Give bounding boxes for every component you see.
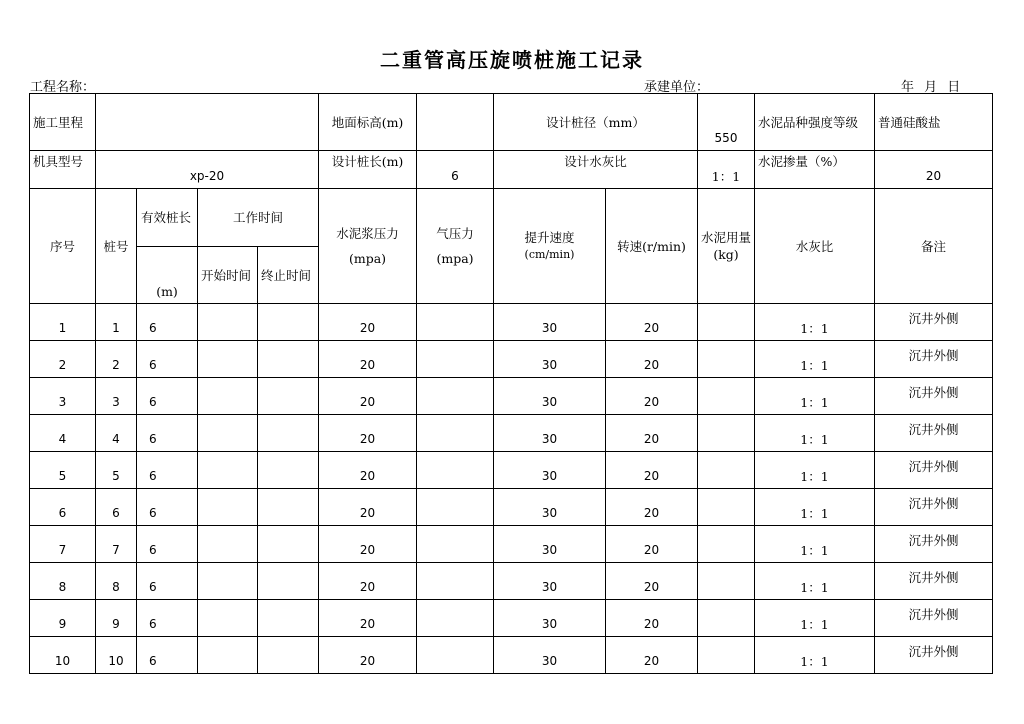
header-effective-length-unit: (m) — [137, 247, 198, 304]
cell-pile-no: 4 — [96, 415, 137, 452]
header-work-time: 工作时间 — [198, 189, 319, 247]
cell-air-pressure — [417, 341, 494, 378]
cell-remark: 沉井外侧 — [875, 600, 993, 637]
cell-wc-ratio: 1：1 — [755, 526, 875, 563]
table-row — [30, 489, 993, 526]
cell-wc-ratio: 1：1 — [755, 304, 875, 341]
cell-end-time — [258, 452, 319, 489]
cell-lift-speed: 30 — [494, 563, 606, 600]
cell-start-time — [198, 637, 258, 674]
cell-rotation: 20 — [606, 489, 698, 526]
cell-end-time — [258, 637, 319, 674]
cell-slurry-pressure: 20 — [319, 526, 417, 563]
cell-air-pressure — [417, 378, 494, 415]
cell-air-pressure — [417, 415, 494, 452]
cell-slurry-pressure: 20 — [319, 304, 417, 341]
cell-start-time — [198, 452, 258, 489]
cell-seq: 6 — [30, 489, 96, 526]
cell-rotation: 20 — [606, 304, 698, 341]
cell-pile-no: 10 — [96, 637, 137, 674]
table-row — [30, 526, 993, 563]
cell-rotation: 20 — [606, 415, 698, 452]
cell-remark: 沉井外侧 — [875, 341, 993, 378]
cell-air-pressure — [417, 489, 494, 526]
cell-seq: 4 — [30, 415, 96, 452]
ground-elev-value — [417, 94, 494, 151]
cell-lift-speed: 30 — [494, 489, 606, 526]
cell-eff-length: 6 — [137, 526, 198, 563]
cell-seq: 8 — [30, 563, 96, 600]
cell-end-time — [258, 378, 319, 415]
table-row — [30, 341, 993, 378]
cell-pile-no: 2 — [96, 341, 137, 378]
cell-start-time — [198, 489, 258, 526]
cell-wc-ratio: 1：1 — [755, 415, 875, 452]
cell-slurry-pressure: 20 — [319, 489, 417, 526]
header-wc-ratio: 水灰比 — [755, 189, 875, 304]
cell-wc-ratio: 1：1 — [755, 378, 875, 415]
cell-remark: 沉井外侧 — [875, 526, 993, 563]
table-row — [30, 378, 993, 415]
cell-pile-no: 1 — [96, 304, 137, 341]
cell-end-time — [258, 489, 319, 526]
air-pressure-unit: (mpa) — [436, 251, 474, 266]
design-dia-value: 550 — [698, 94, 755, 151]
cell-end-time — [258, 415, 319, 452]
cell-wc-ratio: 1：1 — [755, 637, 875, 674]
design-len-label: 设计桩长(m) — [319, 151, 417, 189]
cell-end-time — [258, 304, 319, 341]
cell-eff-length: 6 — [137, 489, 198, 526]
cell-eff-length: 6 — [137, 563, 198, 600]
cell-seq: 7 — [30, 526, 96, 563]
cell-slurry-pressure: 20 — [319, 378, 417, 415]
cell-rotation: 20 — [606, 341, 698, 378]
cell-seq: 9 — [30, 600, 96, 637]
cell-rotation: 20 — [606, 378, 698, 415]
construction-record-table — [29, 93, 993, 674]
cell-pile-no: 5 — [96, 452, 137, 489]
table-row — [30, 563, 993, 600]
cell-lift-speed: 30 — [494, 526, 606, 563]
cell-start-time — [198, 378, 258, 415]
design-dia-label: 设计桩径（mm） — [494, 94, 698, 151]
cell-wc-ratio: 1：1 — [755, 341, 875, 378]
cell-air-pressure — [417, 600, 494, 637]
cell-air-pressure — [417, 304, 494, 341]
cell-start-time — [198, 415, 258, 452]
ground-elev-label: 地面标高(m) — [319, 94, 417, 151]
page-title: 二重管高压旋喷桩施工记录 — [380, 48, 644, 72]
cell-pile-no: 6 — [96, 489, 137, 526]
cell-eff-length: 6 — [137, 452, 198, 489]
air-pressure-label: 气压力 — [436, 226, 474, 241]
cell-wc-ratio: 1：1 — [755, 600, 875, 637]
header-cement-amount: 水泥用量(kg) — [698, 189, 755, 304]
cell-cement-amount — [698, 378, 755, 415]
cell-rotation: 20 — [606, 637, 698, 674]
cell-eff-length: 6 — [137, 341, 198, 378]
cell-end-time — [258, 563, 319, 600]
cell-pile-no: 8 — [96, 563, 137, 600]
header-air-pressure — [417, 189, 494, 304]
cell-lift-speed: 30 — [494, 452, 606, 489]
cell-rotation: 20 — [606, 526, 698, 563]
design-wc-label: 设计水灰比 — [494, 151, 698, 189]
cell-remark: 沉井外侧 — [875, 304, 993, 341]
cell-pile-no: 7 — [96, 526, 137, 563]
cell-start-time — [198, 304, 258, 341]
cell-rotation: 20 — [606, 452, 698, 489]
cell-cement-amount — [698, 452, 755, 489]
cell-eff-length: 6 — [137, 415, 198, 452]
cell-lift-speed: 30 — [494, 415, 606, 452]
table-row — [30, 415, 993, 452]
cell-cement-amount — [698, 304, 755, 341]
cell-remark: 沉井外侧 — [875, 637, 993, 674]
cell-pile-no: 9 — [96, 600, 137, 637]
header-remark: 备注 — [875, 189, 993, 304]
cell-lift-speed: 30 — [494, 378, 606, 415]
cell-eff-length: 6 — [137, 637, 198, 674]
table-row — [30, 304, 993, 341]
cell-slurry-pressure: 20 — [319, 563, 417, 600]
cell-air-pressure — [417, 526, 494, 563]
design-len-value: 6 — [417, 151, 494, 189]
cell-remark: 沉井外侧 — [875, 563, 993, 600]
cell-cement-amount — [698, 341, 755, 378]
table-row — [30, 452, 993, 489]
cement-grade-value: 普通硅酸盐 — [875, 94, 993, 151]
header-pile-no: 桩号 — [96, 189, 137, 304]
mileage-label: 施工里程 — [30, 94, 96, 151]
header-slurry-pressure — [319, 189, 417, 304]
cell-remark: 沉井外侧 — [875, 452, 993, 489]
cell-air-pressure — [417, 452, 494, 489]
cell-seq: 1 — [30, 304, 96, 341]
cell-pile-no: 3 — [96, 378, 137, 415]
mileage-value — [96, 94, 319, 151]
cell-eff-length: 6 — [137, 304, 198, 341]
header-rotation: 转速(r/min) — [606, 189, 698, 304]
cement-grade-label: 水泥品种强度等级 — [755, 94, 875, 151]
cell-lift-speed: 30 — [494, 304, 606, 341]
cell-seq: 2 — [30, 341, 96, 378]
cell-start-time — [198, 600, 258, 637]
project-name-label: 工程名称： — [30, 80, 96, 95]
cell-lift-speed: 30 — [494, 341, 606, 378]
cell-seq: 5 — [30, 452, 96, 489]
slurry-pressure-unit: (mpa) — [348, 251, 387, 266]
cell-rotation: 20 — [606, 563, 698, 600]
cell-rotation: 20 — [606, 600, 698, 637]
machine-value: xp-20 — [96, 151, 319, 189]
cell-end-time — [258, 600, 319, 637]
header-effective-length: 有效桩长 — [137, 189, 198, 247]
cell-cement-amount — [698, 637, 755, 674]
cell-cement-amount — [698, 526, 755, 563]
cell-start-time — [198, 563, 258, 600]
cement-dosage-label: 水泥掺量（%） — [755, 151, 875, 189]
cell-seq: 3 — [30, 378, 96, 415]
header-end-time: 终止时间 — [258, 247, 319, 304]
cell-seq: 10 — [30, 637, 96, 674]
cell-end-time — [258, 526, 319, 563]
cell-slurry-pressure: 20 — [319, 452, 417, 489]
cell-wc-ratio: 1：1 — [755, 452, 875, 489]
cell-remark: 沉井外侧 — [875, 489, 993, 526]
cell-cement-amount — [698, 600, 755, 637]
cell-cement-amount — [698, 489, 755, 526]
header-lift-speed — [494, 189, 606, 304]
cell-remark: 沉井外侧 — [875, 378, 993, 415]
cement-dosage-value: 20 — [875, 151, 993, 189]
slurry-pressure-label: 水泥浆压力 — [336, 226, 399, 241]
contractor-label: 承建单位： — [644, 80, 710, 95]
lift-speed-label: 提升速度 — [524, 230, 575, 245]
lift-speed-unit: (cm/min) — [524, 248, 575, 261]
header-seq: 序号 — [30, 189, 96, 304]
cell-lift-speed: 30 — [494, 637, 606, 674]
table-row — [30, 600, 993, 637]
header-start-time: 开始时间 — [198, 247, 258, 304]
cell-slurry-pressure: 20 — [319, 600, 417, 637]
cell-lift-speed: 30 — [494, 600, 606, 637]
cell-slurry-pressure: 20 — [319, 341, 417, 378]
date-label: 年 月 日 — [901, 80, 961, 95]
cell-wc-ratio: 1：1 — [755, 563, 875, 600]
table-row — [30, 637, 993, 674]
cell-slurry-pressure: 20 — [319, 637, 417, 674]
cell-cement-amount — [698, 415, 755, 452]
machine-label: 机具型号 — [30, 151, 96, 189]
cell-wc-ratio: 1：1 — [755, 489, 875, 526]
cell-end-time — [258, 341, 319, 378]
cell-eff-length: 6 — [137, 600, 198, 637]
cell-eff-length: 6 — [137, 378, 198, 415]
cell-air-pressure — [417, 563, 494, 600]
cell-start-time — [198, 526, 258, 563]
design-wc-value: 1：1 — [698, 151, 755, 189]
cell-remark: 沉井外侧 — [875, 415, 993, 452]
cell-air-pressure — [417, 637, 494, 674]
cell-cement-amount — [698, 563, 755, 600]
cell-slurry-pressure: 20 — [319, 415, 417, 452]
cell-start-time — [198, 341, 258, 378]
